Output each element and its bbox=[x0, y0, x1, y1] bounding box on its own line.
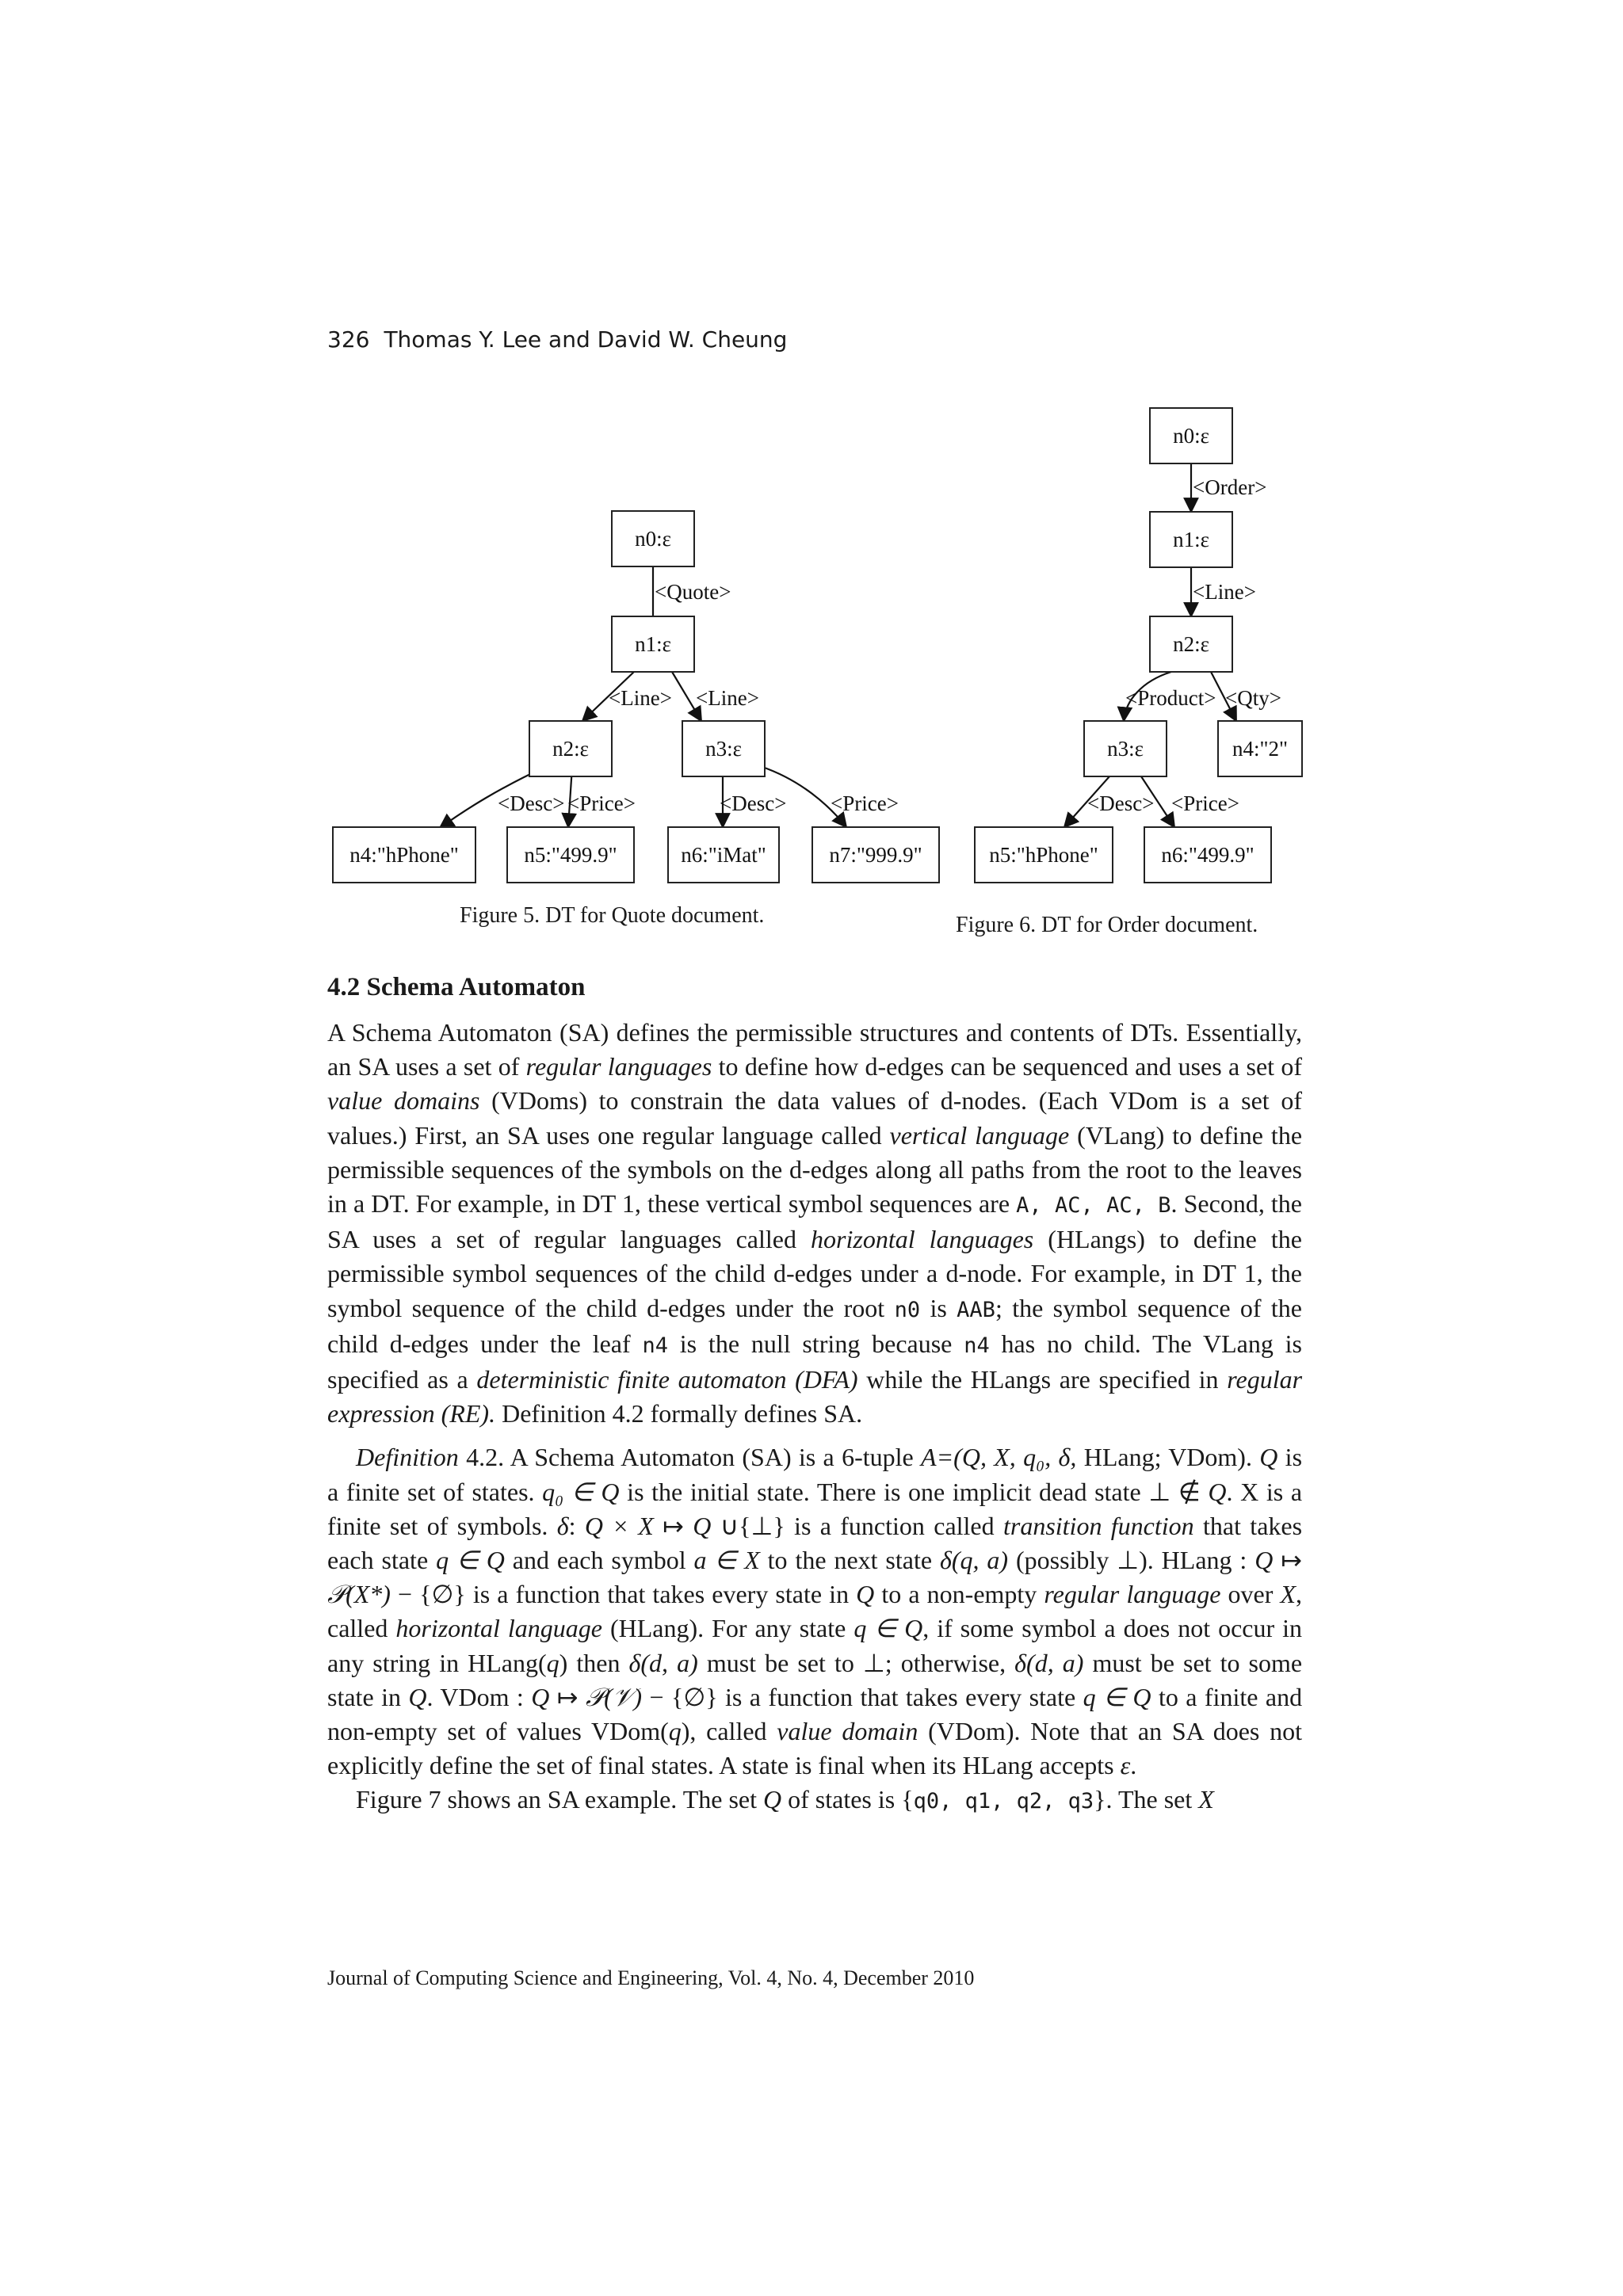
author-names: Thomas Y. Lee and David W. Cheung bbox=[384, 326, 788, 353]
figure5-caption: Figure 5. DT for Quote document. bbox=[460, 903, 765, 928]
node-n6 bbox=[668, 827, 779, 883]
label-product: <Product> bbox=[1125, 686, 1216, 710]
node-n0 bbox=[1150, 408, 1232, 463]
node-n2 bbox=[529, 721, 612, 776]
node-n4 bbox=[1218, 721, 1302, 776]
svg-text:n7:"999.9": n7:"999.9" bbox=[829, 843, 922, 867]
svg-text:n2:ε: n2:ε bbox=[552, 737, 589, 761]
section-heading: 4.2 Schema Automaton bbox=[327, 973, 586, 1001]
svg-text:n5:"499.9": n5:"499.9" bbox=[524, 843, 617, 867]
body-text bbox=[327, 1016, 1302, 1819]
label-desc: <Desc> bbox=[1087, 791, 1155, 815]
figure6-tree bbox=[975, 408, 1302, 883]
paragraph-1: A Schema Automaton (SA) defines the permissible structures and contents of DTs. Essentially, an SA uses a set of regular languages to define how d-edges can be sequenced and uses a set of value domains (VDoms) to constrain the data values of d-nodes. (Each VDom is a set of values.) First, an SA uses one regular language called vertical language (VLang) to define the permissible sequences of the symbols on the d-edges along all paths from the root to the leaves in a DT. For example, in DT 1, these vertical symbol sequences are A, AC, AC, B. Second, the SA uses a set of regular languages called horizontal languages (HLangs) to define the permissible symbol sequences of the child d-edges under a d-node. For example, in DT 1, the symbol sequence of the child d-edges under the root n0 is AAB; the symbol sequence of the child d-edges under the leaf n4 is the null string because n4 has no child. The VLang is specified as a deterministic finite automaton (DFA) while the HLangs are specified in regular expression (RE). Definition 4.2 formally defines SA. bbox=[327, 1018, 1303, 1428]
label-price: <Price> bbox=[1171, 791, 1239, 815]
figure-diagrams bbox=[0, 0, 1623, 951]
svg-text:n1:ε: n1:ε bbox=[635, 632, 671, 656]
label-price-right: <Price> bbox=[831, 791, 899, 815]
page-number: 326 bbox=[327, 326, 370, 353]
node-n3 bbox=[682, 721, 765, 776]
label-line-left: <Line> bbox=[609, 686, 672, 710]
svg-text:n0:ε: n0:ε bbox=[635, 527, 671, 551]
node-n1 bbox=[612, 616, 694, 672]
paragraph-3: Figure 7 shows an SA example. The set Q of states is {q0, q1, q2, q3}. The set X bbox=[356, 1785, 1214, 1814]
svg-text:n6:"499.9": n6:"499.9" bbox=[1161, 843, 1254, 867]
svg-text:n3:ε: n3:ε bbox=[705, 737, 742, 761]
node-n1 bbox=[1150, 512, 1232, 567]
label-quote: <Quote> bbox=[655, 580, 731, 604]
node-n5 bbox=[507, 827, 634, 883]
node-n2 bbox=[1150, 616, 1232, 672]
node-n5 bbox=[975, 827, 1113, 883]
svg-text:n4:"2": n4:"2" bbox=[1232, 737, 1289, 761]
svg-text:n0:ε: n0:ε bbox=[1173, 424, 1209, 448]
svg-text:n5:"hPhone": n5:"hPhone" bbox=[989, 843, 1098, 867]
svg-text:n3:ε: n3:ε bbox=[1107, 737, 1144, 761]
label-line: <Line> bbox=[1193, 580, 1256, 604]
journal-footer: Journal of Computing Science and Engineering, Vol. 4, No. 4, December 2010 bbox=[327, 1966, 975, 1989]
label-line-right: <Line> bbox=[696, 686, 759, 710]
svg-text:n2:ε: n2:ε bbox=[1173, 632, 1209, 656]
node-n0 bbox=[612, 511, 694, 566]
svg-text:n4:"hPhone": n4:"hPhone" bbox=[349, 843, 459, 867]
figure5-tree bbox=[333, 511, 939, 883]
paragraph-definition: Definition 4.2. A Schema Automaton (SA) is a 6-tuple A=(Q, X, q₀, δ, HLang; VDom). Q is a finite set of states. q₀ ∈ Q is the initial state. There is one implicit dead state ⊥ ∉ Q. X is a finite set of symbols. δ: Q × X ↦ Q ∪{⊥} is a function called transition function that takes each state q ∈ Q and each symbol a ∈ X to the next state δ(q, a) (possibly ⊥). HLang : Q ↦ 𝒫(X*) − {∅} is a function that takes every state in Q to a non-empty regular language over X, called horizontal language (HLang). For any state q ∈ Q, if some symbol a does not occur in any string in HLang(q) then δ(d, a) must be set to ⊥; otherwise, δ(d, a) must be set to some state in Q. VDom : Q ↦ 𝒫(𝒱) − {∅} is a function that takes every state q ∈ Q to a finite and non-empty set of values VDom(q), called value domain (VDom). Note that an SA does not explicitly define the set of final states. A state is final when its HLang accepts ε. bbox=[327, 1443, 1303, 1780]
label-order: <Order> bbox=[1193, 475, 1267, 499]
node-n7 bbox=[812, 827, 939, 883]
node-n4 bbox=[333, 827, 475, 883]
label-desc-right: <Desc> bbox=[720, 791, 787, 815]
label-desc-left: <Desc> bbox=[498, 791, 565, 815]
node-n3 bbox=[1084, 721, 1167, 776]
figure6-caption: Figure 6. DT for Order document. bbox=[956, 913, 1258, 937]
svg-text:n1:ε: n1:ε bbox=[1173, 528, 1209, 551]
label-price-left: <Price> bbox=[567, 791, 636, 815]
node-n6 bbox=[1144, 827, 1271, 883]
svg-text:n6:"iMat": n6:"iMat" bbox=[681, 843, 766, 867]
label-qty: <Qty> bbox=[1225, 686, 1281, 710]
